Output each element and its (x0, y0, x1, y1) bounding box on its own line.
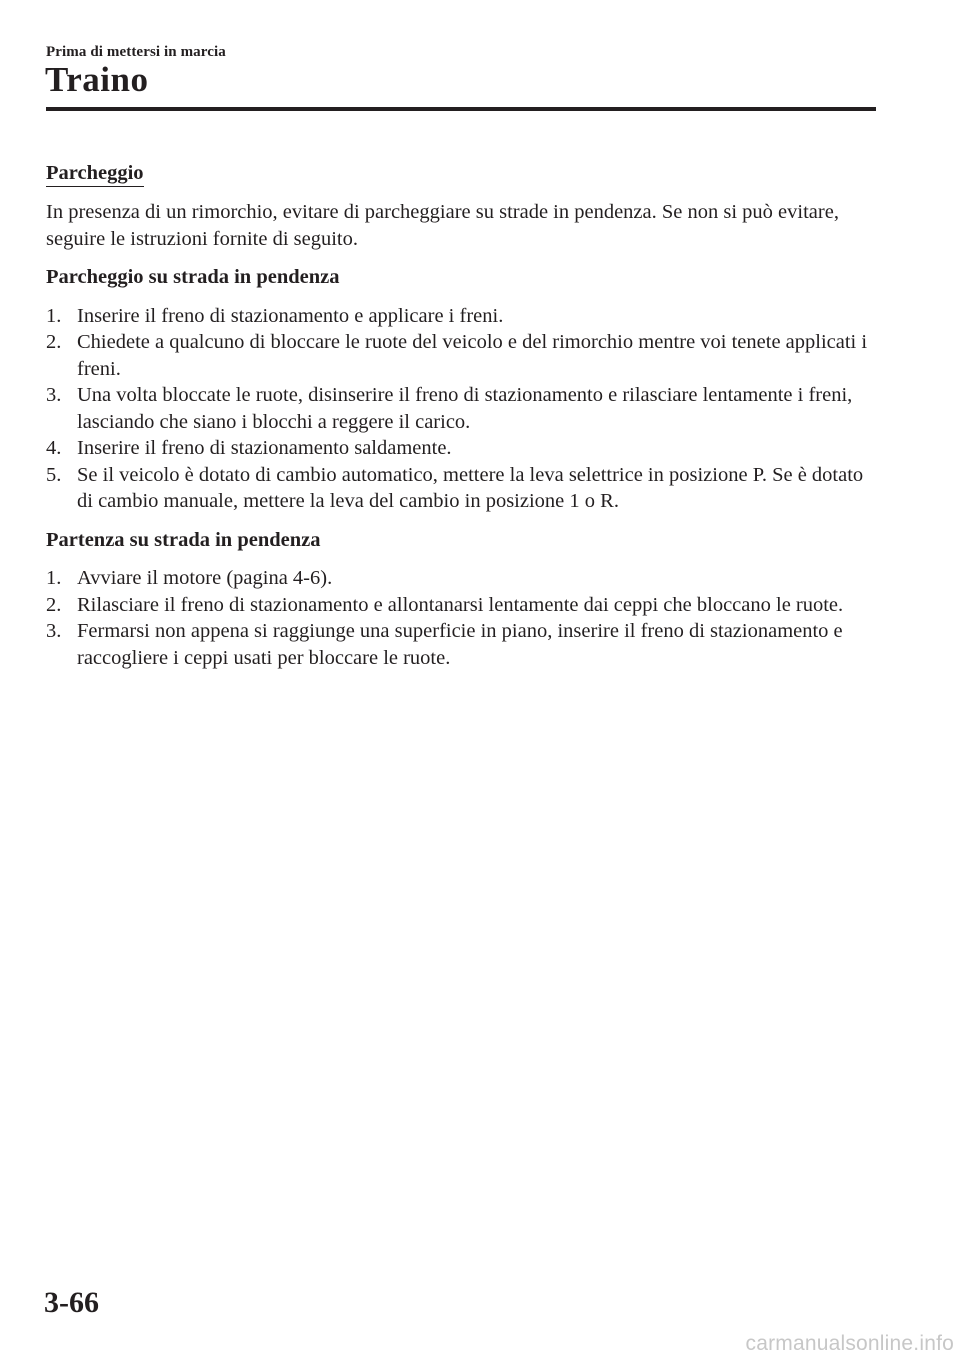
step-number: 1. (46, 304, 62, 327)
section-title: Traino (45, 60, 149, 99)
subsection-heading: Parcheggio (46, 161, 144, 187)
section-title-parking: Parcheggio su strada in pendenza (46, 266, 340, 288)
parking-steps (46, 303, 881, 515)
page-number: 3-66 (44, 1286, 99, 1319)
step-number: 4. (46, 437, 62, 459)
section-title-starting: Partenza su strada in pendenza (46, 528, 321, 551)
intro-paragraph: In presenza di un rimorchio, evitare di parcheggiare su strade in pendenza. Se non si può evitare, seguire le istruzioni fornite di seguito. (46, 201, 839, 250)
step-text: Una volta bloccate le ruote, disinserire il freno di stazionamento e rilasciare lentamente i freni, lasciando che siano i blocchi a reggere il carico. (77, 384, 853, 433)
list-item (46, 435, 881, 462)
step-text: Se il veicolo è dotato di cambio automatico, mettere la leva selettrice in posizione P. Se è dotato di cambio manuale, mettere la leva del cambio in posizione 1 o R. (77, 463, 864, 512)
list-item (46, 329, 881, 382)
step-number: 5. (46, 463, 62, 486)
page-content (46, 160, 881, 683)
chapter-label: Prima di mettersi in marcia (46, 44, 226, 60)
list-item (46, 462, 881, 515)
step-text: Chiedete a qualcuno di bloccare le ruote del veicolo e del rimorchio mentre voi tenete applicati i freni. (77, 331, 868, 380)
step-text: Fermarsi non appena si raggiunge una superficie in piano, inserire il freno di stazionamento e raccogliere i ceppi usati per bloccare le ruote. (77, 620, 843, 669)
step-text: Rilasciare il freno di stazionamento e allontanarsi lentamente dai ceppi che bloccano le ruote. (77, 593, 844, 616)
step-number: 1. (46, 567, 62, 589)
step-text: Inserire il freno di stazionamento saldamente. (77, 437, 452, 459)
list-item (46, 592, 881, 619)
step-number: 2. (46, 593, 62, 616)
list-item (46, 382, 881, 435)
step-number: 3. (46, 384, 62, 406)
step-text: Inserire il freno di stazionamento e applicare i freni. (77, 304, 504, 327)
header-rule (46, 107, 876, 111)
watermark: carmanualsonline.info (745, 1332, 954, 1355)
step-text: Avviare il motore (pagina 4-6). (77, 567, 333, 589)
step-number: 2. (46, 331, 62, 353)
starting-steps (46, 565, 881, 671)
list-item (46, 303, 881, 330)
list-item (46, 565, 881, 592)
step-number: 3. (46, 620, 62, 642)
list-item (46, 618, 881, 671)
